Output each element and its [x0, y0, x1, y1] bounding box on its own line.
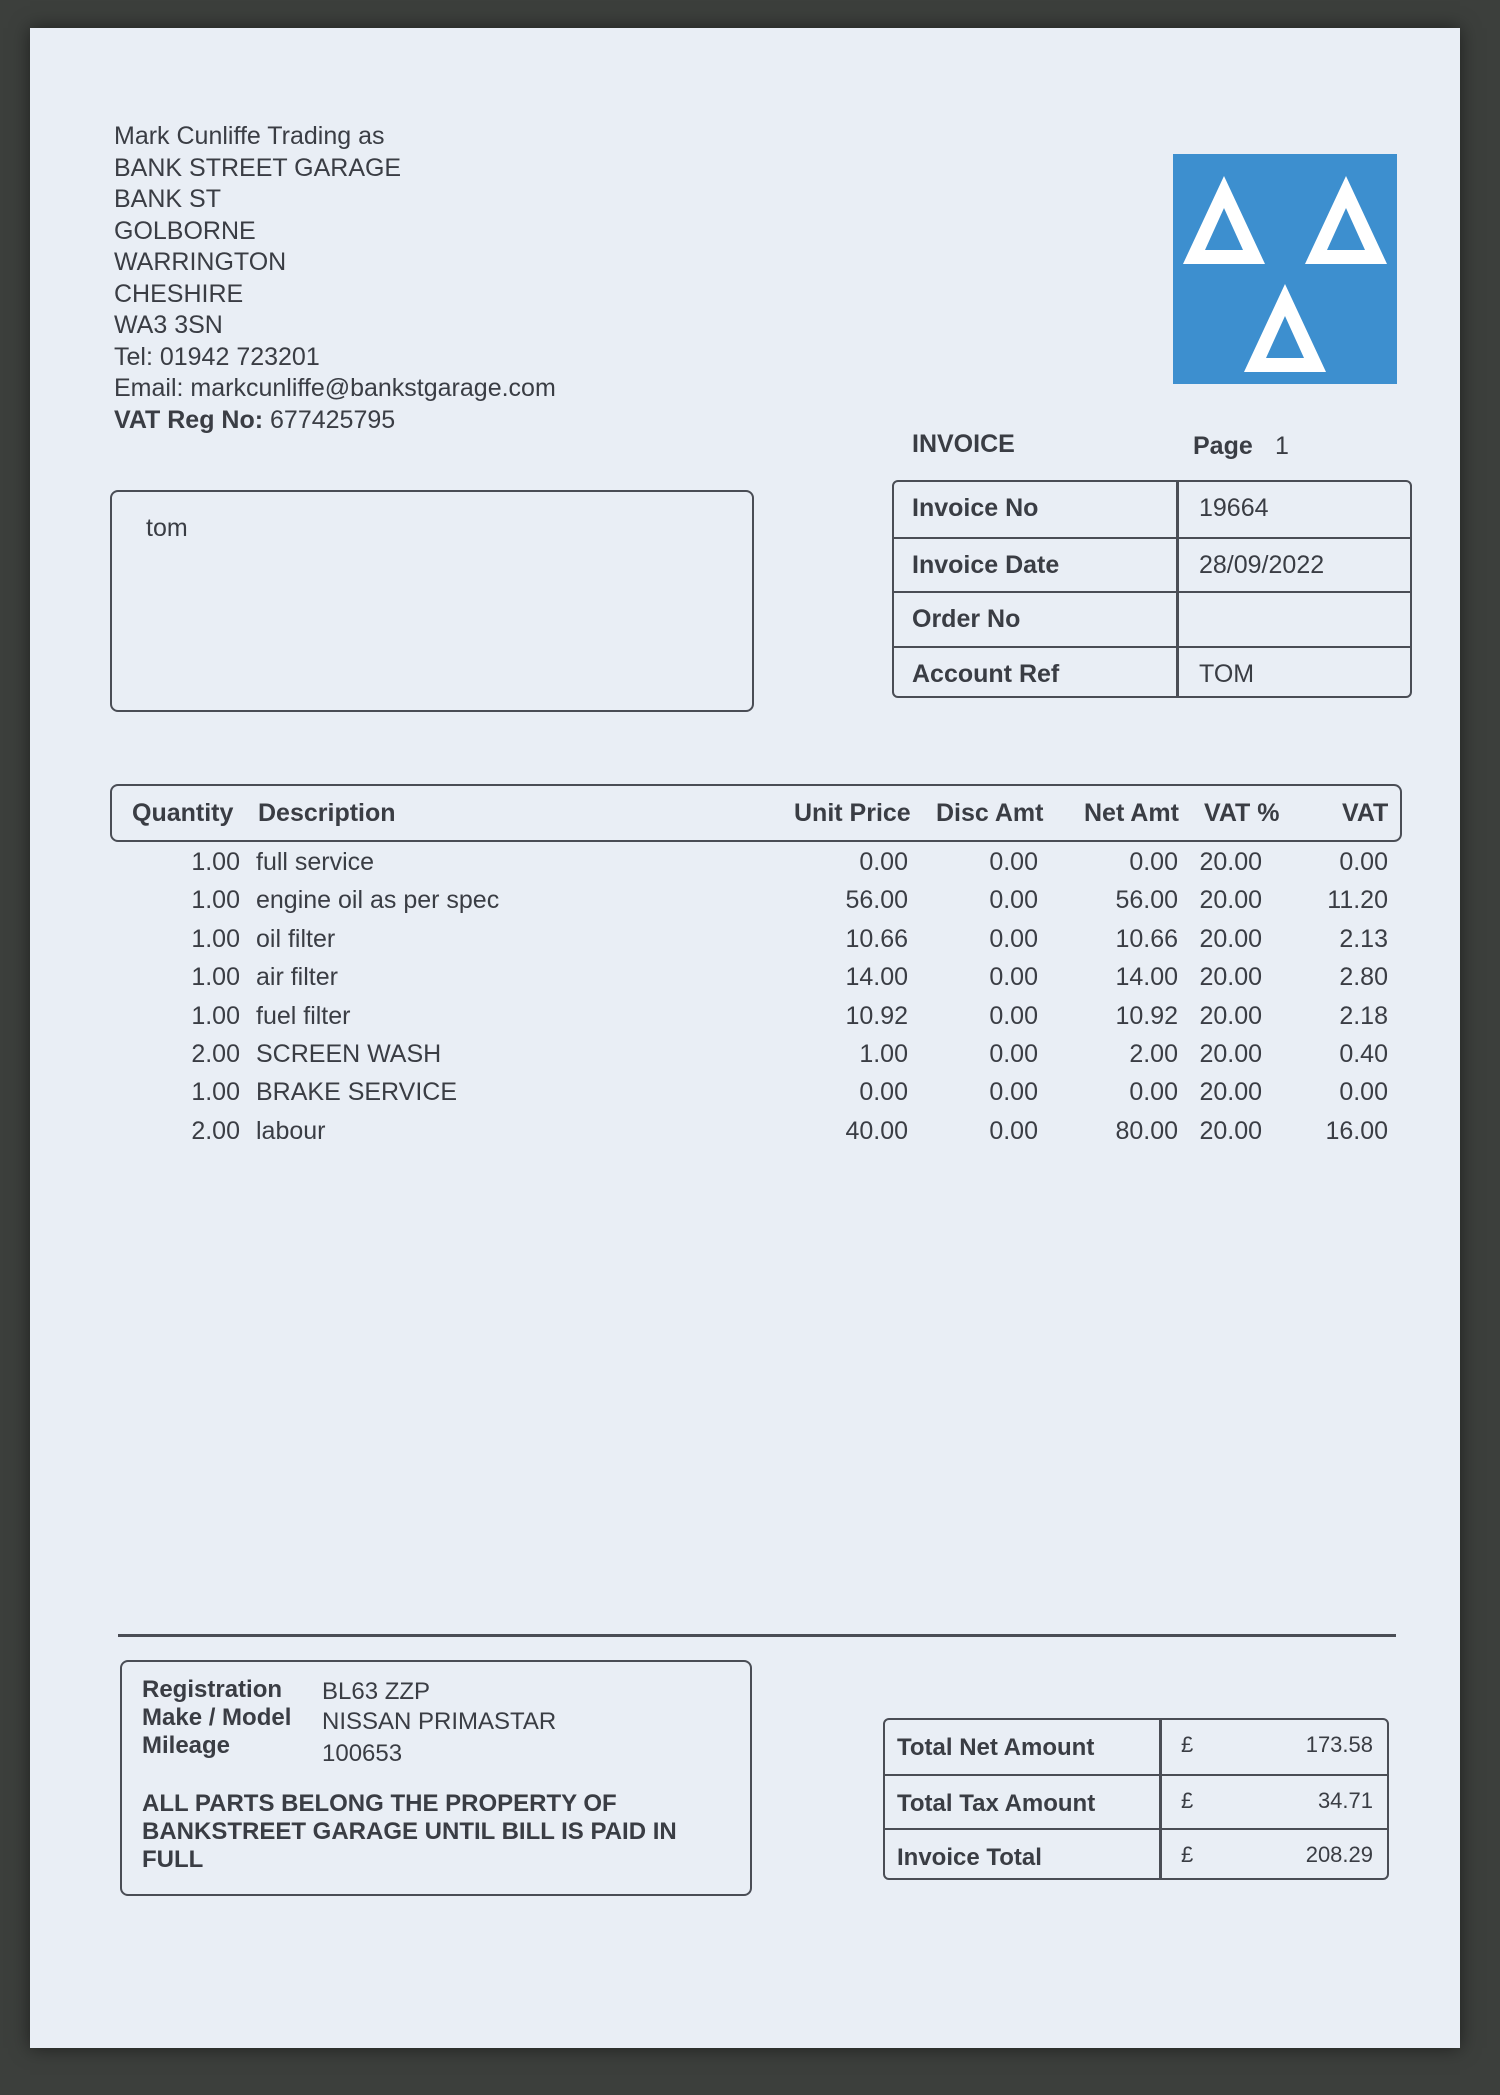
invoice-document — [30, 28, 1460, 2048]
item-unit-price: 56.00 — [845, 886, 908, 915]
item-description: SCREEN WASH — [256, 1040, 442, 1068]
item-net-amt: 80.00 — [1115, 1116, 1178, 1145]
table-row — [30, 848, 1460, 886]
customer-name: tom — [146, 514, 188, 542]
invoice-heading: INVOICE — [912, 430, 1015, 458]
col-vat-pct: VAT % — [1204, 799, 1280, 827]
table-row — [30, 1078, 1460, 1116]
item-description: engine oil as per spec — [256, 886, 500, 915]
item-vat: 0.00 — [1339, 1078, 1388, 1107]
divider — [118, 1634, 1396, 1637]
item-quantity: 1.00 — [191, 963, 240, 992]
item-vat-pct: 20.00 — [1199, 1116, 1262, 1145]
total-value: 173.58 — [1305, 1732, 1373, 1757]
supplier-address — [114, 121, 556, 436]
meta-row-account-ref — [894, 646, 1410, 701]
item-disc-amt: 0.00 — [989, 848, 1038, 876]
item-vat-pct: 20.00 — [1199, 1078, 1262, 1107]
invoice-total-row — [885, 1828, 1387, 1882]
invoice-meta-table — [892, 480, 1412, 698]
supplier-email: Email: markcunliffe@bankstgarage.com — [114, 374, 556, 402]
currency-symbol: £ — [1181, 1732, 1194, 1757]
item-unit-price: 1.00 — [859, 1040, 908, 1068]
item-description: oil filter — [256, 924, 336, 953]
registration-label: Registration — [142, 1676, 283, 1703]
supplier-phone: Tel: 01942 723201 — [114, 342, 320, 371]
item-unit-price: 10.92 — [845, 1001, 908, 1030]
supplier-line: CHESHIRE — [114, 279, 244, 308]
mileage-label: Mileage — [142, 1732, 231, 1759]
item-unit-price: 10.66 — [845, 924, 908, 953]
total-net-row — [885, 1720, 1387, 1774]
meta-value: 19664 — [1199, 494, 1269, 522]
item-disc-amt: 0.00 — [989, 886, 1038, 915]
supplier-line: BANK ST — [114, 185, 221, 213]
currency-symbol: £ — [1181, 1842, 1194, 1867]
item-vat: 2.80 — [1339, 963, 1388, 992]
table-row — [30, 1117, 1460, 1155]
item-unit-price: 0.00 — [859, 848, 908, 876]
meta-row-invoice-date — [894, 537, 1410, 592]
page-number: 1 — [1275, 432, 1289, 460]
item-disc-amt: 0.00 — [989, 963, 1038, 992]
item-vat: 0.00 — [1339, 848, 1388, 876]
make-model-label: Make / Model — [142, 1704, 292, 1731]
total-tax-row — [885, 1774, 1387, 1828]
col-quantity: Quantity — [132, 799, 234, 827]
item-quantity: 1.00 — [191, 1078, 240, 1107]
vat-reg-value: 677425795 — [270, 405, 396, 434]
mileage-value: 100653 — [322, 1740, 403, 1767]
meta-label: Invoice Date — [912, 550, 1060, 579]
col-vat: VAT — [1342, 799, 1389, 827]
item-quantity: 1.00 — [191, 886, 240, 915]
meta-label: Account Ref — [912, 659, 1060, 688]
item-vat-pct: 20.00 — [1199, 1001, 1262, 1030]
item-description: labour — [256, 1116, 326, 1145]
item-disc-amt: 0.00 — [989, 1001, 1038, 1030]
col-description: Description — [258, 799, 396, 827]
item-net-amt: 0.00 — [1129, 848, 1178, 876]
item-unit-price: 0.00 — [859, 1078, 908, 1107]
item-quantity: 1.00 — [191, 924, 240, 953]
col-unit-price: Unit Price — [794, 799, 911, 827]
item-disc-amt: 0.00 — [989, 924, 1038, 953]
table-row — [30, 963, 1460, 1001]
item-description: fuel filter — [256, 1001, 351, 1030]
item-net-amt: 14.00 — [1115, 963, 1178, 992]
item-unit-price: 40.00 — [845, 1116, 908, 1145]
make-model-value: NISSAN PRIMASTAR — [322, 1708, 557, 1735]
table-row — [30, 886, 1460, 924]
total-value: 34.71 — [1317, 1788, 1373, 1813]
supplier-line: WARRINGTON — [114, 248, 287, 276]
supplier-line: WA3 3SN — [114, 311, 223, 339]
item-vat-pct: 20.00 — [1199, 924, 1262, 953]
total-label: Total Tax Amount — [897, 1790, 1096, 1817]
supplier-line: Mark Cunliffe Trading as — [114, 122, 385, 150]
item-quantity: 1.00 — [191, 848, 240, 876]
table-row — [30, 925, 1460, 963]
item-quantity: 2.00 — [191, 1116, 240, 1145]
total-label: Invoice Total — [897, 1844, 1042, 1871]
item-net-amt: 56.00 — [1115, 886, 1178, 915]
item-vat: 0.40 — [1339, 1040, 1388, 1068]
registration-value: BL63 ZZP — [322, 1678, 431, 1705]
table-row — [30, 1002, 1460, 1040]
item-vat-pct: 20.00 — [1199, 963, 1262, 992]
item-quantity: 1.00 — [191, 1001, 240, 1030]
item-description: air filter — [256, 963, 338, 992]
meta-value: 28/09/2022 — [1199, 550, 1325, 579]
item-quantity: 2.00 — [191, 1040, 240, 1068]
ownership-terms: ALL PARTS BELONG THE PROPERTY OF BANKSTREET GARAGE UNTIL BILL IS PAID IN FULL — [142, 1790, 677, 1873]
item-net-amt: 0.00 — [1129, 1078, 1178, 1107]
item-description: full service — [256, 848, 375, 876]
currency-symbol: £ — [1181, 1788, 1194, 1813]
meta-row-invoice-no — [894, 482, 1410, 537]
total-value: 208.29 — [1305, 1842, 1373, 1867]
item-disc-amt: 0.00 — [989, 1078, 1038, 1107]
supplier-line: GOLBORNE — [114, 216, 256, 245]
item-vat-pct: 20.00 — [1199, 1040, 1262, 1068]
meta-label: Order No — [912, 605, 1021, 633]
item-net-amt: 2.00 — [1129, 1040, 1178, 1068]
item-disc-amt: 0.00 — [989, 1040, 1038, 1068]
item-vat-pct: 20.00 — [1199, 886, 1262, 915]
item-vat: 11.20 — [1327, 886, 1388, 915]
item-description: BRAKE SERVICE — [256, 1078, 458, 1107]
mot-triangles-logo-icon — [1173, 154, 1397, 384]
item-net-amt: 10.66 — [1115, 924, 1178, 953]
table-row — [30, 1040, 1460, 1078]
customer-address-box — [110, 490, 754, 712]
meta-value: TOM — [1199, 659, 1255, 688]
supplier-line: BANK STREET GARAGE — [114, 153, 402, 182]
item-net-amt: 10.92 — [1115, 1001, 1178, 1030]
item-vat: 2.18 — [1339, 1001, 1388, 1030]
col-net-amt: Net Amt — [1084, 799, 1179, 827]
meta-label: Invoice No — [912, 494, 1039, 522]
vat-reg-label: VAT Reg No: — [114, 405, 264, 434]
vehicle-details-box — [120, 1660, 752, 1896]
item-disc-amt: 0.00 — [989, 1116, 1038, 1145]
vat-reg — [114, 405, 556, 437]
item-vat: 16.00 — [1325, 1116, 1388, 1145]
items-table-header — [110, 784, 1402, 842]
totals-table — [883, 1718, 1389, 1880]
item-vat: 2.13 — [1339, 924, 1388, 953]
item-vat-pct: 20.00 — [1199, 848, 1262, 876]
meta-row-order-no — [894, 591, 1410, 646]
page-label: Page — [1193, 432, 1253, 460]
total-label: Total Net Amount — [897, 1734, 1095, 1761]
item-unit-price: 14.00 — [845, 963, 908, 992]
col-disc-amt: Disc Amt — [936, 799, 1044, 827]
